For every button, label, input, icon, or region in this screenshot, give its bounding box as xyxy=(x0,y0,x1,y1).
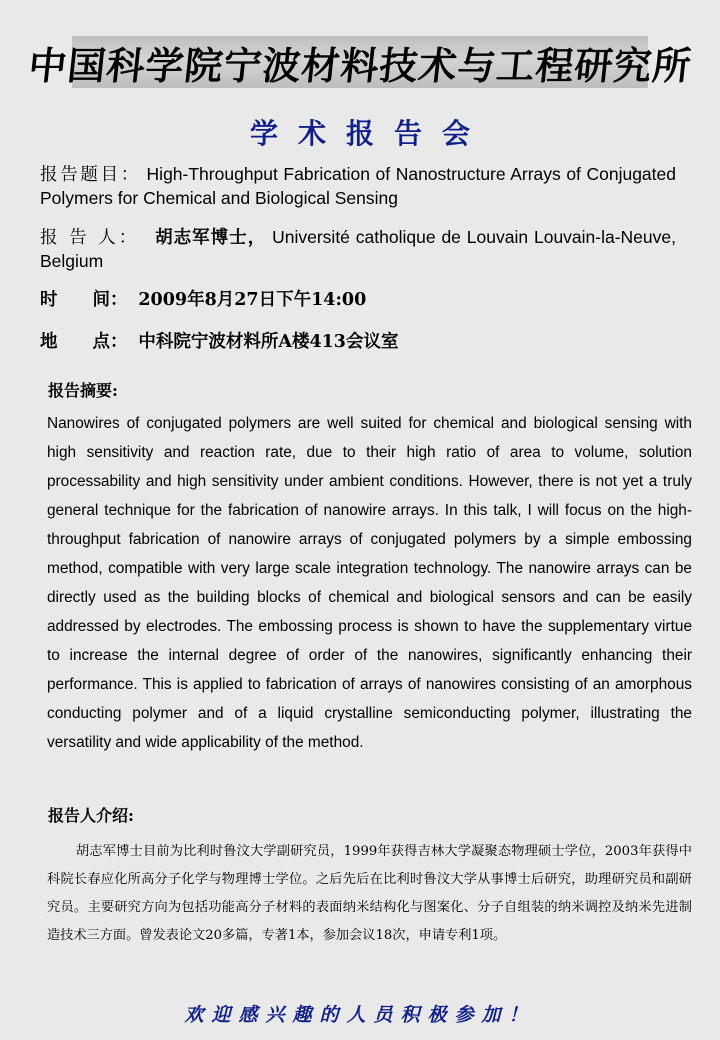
topic-text: High-Throughput Fabrication of Nanostructure Arrays of Conjugated Polymers for Chemical and Biological Sensing xyxy=(40,164,676,208)
place-row xyxy=(40,330,676,354)
time-label: 时 间： xyxy=(40,290,128,310)
bio-text: 胡志军博士目前为比利时鲁汶大学副研究员，1999年获得吉林大学凝聚态物理硕士学位，2003年获得中科院长春应化所高分子化学与物理博士学位。之后先后在比利时鲁汶大学从事博士后研究，助理研究员和副研究员。主要研究方向为包括功能高分子材料的表面纳米结构化与图案化、分子自组装的纳米调控及纳米先进制造技术三方面。曾发表论文20多篇，专著1本，参加会议18次，申请专利1项。 xyxy=(47,844,692,943)
speaker-label: 报 告 人： xyxy=(40,228,140,248)
time-value: 2009年8月27日下午14:00 xyxy=(138,290,367,310)
topic-label: 报告题目： xyxy=(40,165,141,185)
speaker-affiliation: Université catholique de Louvain Louvain-la-Neuve, Belgium xyxy=(40,227,676,271)
bio-heading: 报告人介绍: xyxy=(48,806,134,825)
abstract-text: Nanowires of conjugated polymers are well suited for chemical and biological sensing with high sensitivity and reaction rate, due to their high ratio of area to volume, solution processability and high sensitivity under ambient conditions. However, there is not yet a truly general technique for the fabrication of nanowire arrays. In this talk, I will focus on the high-throughput fabrication of nanowire arrays of conjugated polymers by a simple embossing method, compatible with very large scale integration technology. The nanowire arrays can be directly used as the building blocks of chemical and biological sensors and can be easily addressed by electrodes. The embossing process is shown to have the supplementary virtue to increase the internal degree of order of the nanowires, significantly enhancing their performance. This is applied to fabrication of arrays of nanowires consisting of an amorphous conducting polymer and of a liquid crystalline semiconducting polymer, illustrating the versatility and wide applicability of the method. xyxy=(47,415,692,751)
speaker-row xyxy=(40,226,676,273)
institute-banner xyxy=(25,36,694,88)
time-row xyxy=(40,288,676,312)
institute-name: 中国科学院宁波材料技术与工程研究所 xyxy=(25,42,694,88)
topic-row xyxy=(40,163,676,210)
page-title: 学术报告会 xyxy=(249,117,490,150)
place-value: 中科院宁波材料所A楼413会议室 xyxy=(138,332,399,352)
abstract-heading: 报告摘要: xyxy=(48,381,118,400)
welcome-footer: 欢迎感兴趣的人员积极参加！ xyxy=(184,1004,536,1026)
place-label: 地 点： xyxy=(40,332,128,352)
speaker-name: 胡志军博士， xyxy=(155,228,267,248)
